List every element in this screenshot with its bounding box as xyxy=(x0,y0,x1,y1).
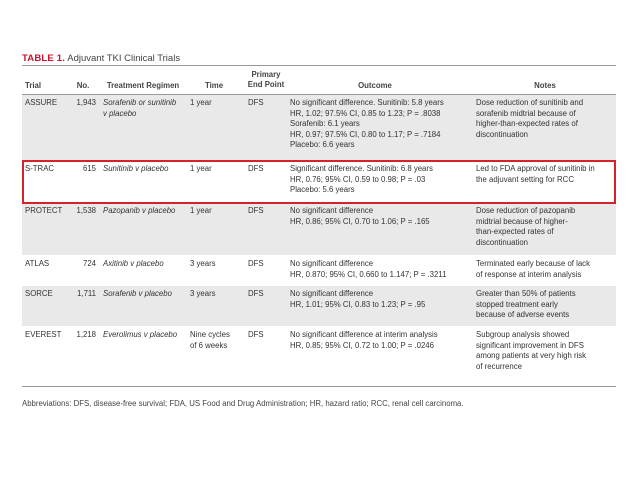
cell-trial: ATLAS xyxy=(25,259,50,268)
header-endpoint-line1: Primary xyxy=(251,70,281,79)
cell-no: 1,943 xyxy=(76,98,96,107)
cell-no: 615 xyxy=(82,164,96,173)
cell-endpoint: DFS xyxy=(248,259,264,268)
cell-trial: EVEREST xyxy=(25,330,62,339)
cell-trial: S-TRAC xyxy=(25,164,55,173)
header-time: Time xyxy=(204,81,224,90)
cell-notes-line: because of adverse events xyxy=(476,310,570,319)
cell-notes-line: Led to FDA approval of sunitinib in xyxy=(476,164,595,173)
cell-regimen xyxy=(103,289,191,300)
cell-trial: SORCE xyxy=(25,289,53,298)
table-row xyxy=(22,203,616,255)
cell-notes-line: Greater than 50% of patients xyxy=(476,289,576,298)
cell-outcome-line: Placebo: 6.6 years xyxy=(290,140,355,149)
cell-notes xyxy=(476,206,616,248)
cell-notes xyxy=(476,164,616,185)
cell-time xyxy=(190,289,242,300)
cell-notes-line: among patients at very high risk xyxy=(476,351,587,360)
header-no: No. xyxy=(76,81,90,90)
cell-outcome xyxy=(290,289,476,310)
cell-no: 724 xyxy=(82,259,96,268)
header-notes: Notes xyxy=(534,81,556,90)
cell-outcome-line: No significant difference xyxy=(290,289,374,298)
cell-outcome-line: HR, 0.870; 95% CI, 0.660 to 1.147; P = .3211 xyxy=(290,269,447,279)
cell-outcome-line: HR, 0.85; 95% CI, 0.72 to 1.00; P = .0246 xyxy=(290,340,434,350)
cell-outcome-line: HR, 0.97; 97.5% CI, 0.80 to 1.17; P = .7184 xyxy=(290,129,441,139)
cell-regimen-line: Sunitinib v placebo xyxy=(103,164,169,173)
cell-endpoint: DFS xyxy=(248,206,264,215)
cell-outcome-line: HR, 0.86; 95% CI, 0.70 to 1.06; P = .165 xyxy=(290,216,430,226)
cell-notes-line: of recurrence xyxy=(476,361,522,371)
cell-endpoint: DFS xyxy=(248,289,264,298)
cell-time-line: 3 years xyxy=(190,289,216,298)
cell-endpoint: DFS xyxy=(248,330,264,339)
cell-notes-line: significant improvement in DFS xyxy=(476,340,584,350)
cell-outcome xyxy=(290,330,476,351)
cell-notes-line: Dose reduction of pazopanib xyxy=(476,206,576,215)
cell-time-line: Nine cycles xyxy=(190,330,230,339)
cell-outcome-line: No significant difference. Sunitinib: 5.8 years xyxy=(290,98,444,107)
cell-regimen-line: Everolimus v placebo xyxy=(103,330,178,339)
header-endpoint-line2: End Point xyxy=(247,80,285,89)
table-caption xyxy=(22,53,180,64)
cell-regimen-line: Sorafenib or sunitinib xyxy=(103,98,177,107)
cell-time-line: 1 year xyxy=(190,164,212,173)
cell-notes-line: the adjuvant setting for RCC xyxy=(476,174,574,184)
cell-notes-line: sorafenib midtrial because of xyxy=(476,108,576,118)
top-rule xyxy=(22,65,616,66)
cell-endpoint: DFS xyxy=(248,164,264,173)
cell-notes-line: stopped treatment early xyxy=(476,299,558,309)
cell-notes xyxy=(476,289,616,321)
cell-outcome xyxy=(290,164,476,196)
bottom-rule xyxy=(22,386,616,387)
cell-regimen-line: v placebo xyxy=(103,108,137,118)
cell-time xyxy=(190,164,242,175)
cell-no: 1,218 xyxy=(76,330,96,339)
cell-endpoint: DFS xyxy=(248,98,264,107)
cell-outcome-line: No significant difference at interim analysis xyxy=(290,330,438,339)
cell-regimen-line: Axitinib v placebo xyxy=(103,259,164,268)
cell-no: 1,538 xyxy=(76,206,96,215)
cell-trial: PROTECT xyxy=(25,206,63,215)
cell-outcome xyxy=(290,206,476,227)
cell-no: 1,711 xyxy=(77,289,96,298)
header-trial: Trial xyxy=(25,81,42,90)
cell-time xyxy=(190,206,242,217)
cell-notes-line: higher-than-expected rates of xyxy=(476,119,578,128)
cell-notes-line: discontinuation xyxy=(476,237,529,247)
cell-outcome-line: No significant difference xyxy=(290,206,374,215)
cell-outcome xyxy=(290,259,476,280)
cell-regimen xyxy=(103,164,191,175)
cell-notes-line: than-expected rates of xyxy=(476,227,554,236)
cell-notes-line: Terminated early because of lack xyxy=(476,259,590,268)
cell-time xyxy=(190,98,242,109)
cell-regimen xyxy=(103,98,191,119)
table-row xyxy=(22,95,616,160)
table-row xyxy=(22,161,616,203)
cell-notes-line: discontinuation xyxy=(476,129,529,139)
cell-outcome-line: No significant difference xyxy=(290,259,374,268)
cell-outcome-line: HR, 1.02; 97.5% CI, 0.85 to 1.23; P = .8038 xyxy=(290,108,441,118)
cell-time-line: 3 years xyxy=(190,259,216,268)
cell-regimen-line: Pazopanib v placebo xyxy=(103,206,176,215)
table-label: TABLE 1. xyxy=(22,53,66,64)
table-row xyxy=(22,286,616,326)
cell-outcome-line: Placebo: 5.6 years xyxy=(290,185,355,194)
cell-time-line: of 6 weeks xyxy=(190,340,228,350)
cell-notes-line: of response at interim analysis xyxy=(476,269,582,279)
cell-trial: ASSURE xyxy=(25,98,58,107)
table-title: Adjuvant TKI Clinical Trials xyxy=(67,53,181,64)
cell-regimen xyxy=(103,259,191,270)
cell-notes xyxy=(476,98,616,140)
cell-regimen xyxy=(103,330,191,341)
abbreviations-note: Abbreviations: DFS, disease-free survival; FDA, US Food and Drug Administration; HR, hazard ratio; RCC, renal cell carcinoma. xyxy=(22,399,464,408)
cell-outcome-line: Significant difference. Sunitinib: 6.8 years xyxy=(290,164,433,173)
table-row xyxy=(22,327,616,386)
cell-outcome-line: HR, 1.01; 95% CI, 0.83 to 1.23; P = .95 xyxy=(290,299,426,309)
cell-regimen xyxy=(103,206,191,217)
cell-time-line: 1 year xyxy=(190,206,212,215)
cell-regimen-line: Sorafenib v placebo xyxy=(103,289,172,298)
header-outcome: Outcome xyxy=(358,81,392,90)
cell-notes xyxy=(476,330,616,372)
cell-notes xyxy=(476,259,616,280)
header-regimen: Treatment Regimen xyxy=(106,81,180,90)
cell-time xyxy=(190,330,242,351)
cell-notes-line: Subgroup analysis showed xyxy=(476,330,570,339)
cell-outcome-line: HR, 0.76; 95% CI, 0.59 to 0.98; P = .03 xyxy=(290,174,426,184)
table-row xyxy=(22,256,616,286)
cell-outcome-line: Sorafenib: 6.1 years xyxy=(290,119,360,128)
cell-time xyxy=(190,259,242,270)
cell-time-line: 1 year xyxy=(190,98,212,107)
cell-notes-line: midtrial because of higher- xyxy=(476,216,568,226)
cell-outcome xyxy=(290,98,476,151)
cell-notes-line: Dose reduction of sunitinib and xyxy=(476,98,584,107)
header-endpoint xyxy=(243,70,289,90)
